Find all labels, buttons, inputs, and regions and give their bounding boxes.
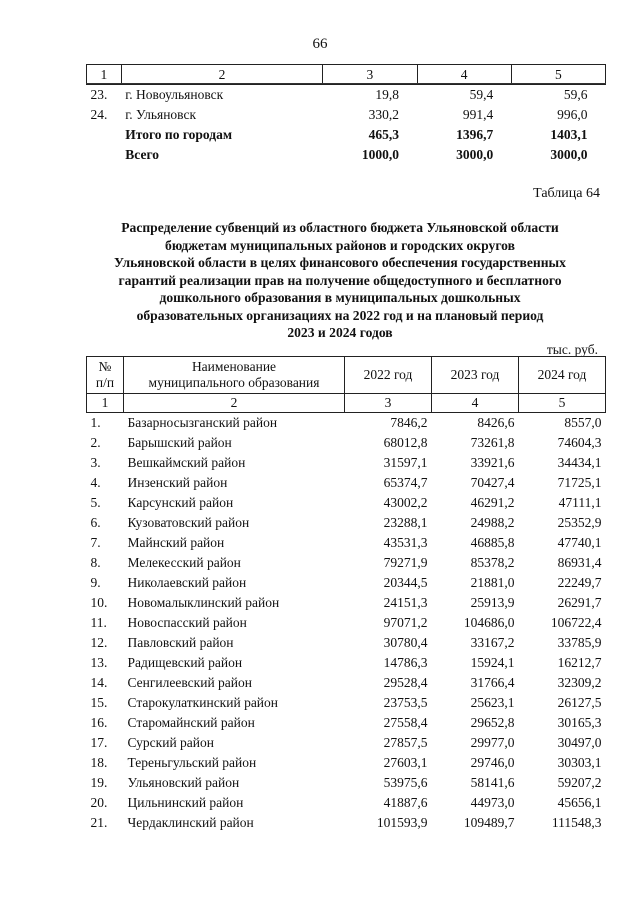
value-2022: 27603,1 (383, 755, 428, 770)
municipality-name: г. Ульяновск (125, 107, 197, 122)
title-line: образовательных организациях на 2022 год и на плановый период (136, 307, 544, 323)
table-caption: Таблица 64 (533, 186, 600, 201)
row-number: 10. (90, 595, 108, 610)
row-number: 7. (90, 535, 101, 550)
table-row (87, 85, 606, 106)
value-2023: 33921,6 (470, 455, 515, 470)
column-number: 3 (345, 394, 432, 413)
municipality-name: Новомалыклинский район (127, 595, 280, 610)
column-number: 2 (121, 65, 322, 85)
value-2023: 58141,6 (470, 775, 515, 790)
value-2022: 23753,5 (383, 695, 428, 710)
header-underline (86, 83, 606, 84)
value-2023: 85378,2 (470, 555, 515, 570)
municipality-name: Ульяновский район (127, 775, 240, 790)
column-number: 2 (124, 394, 345, 413)
column-number: 1 (87, 65, 122, 85)
value-2024: 32309,2 (557, 675, 602, 690)
title-line: Ульяновской области в целях финансового обеспечения государственных (114, 255, 566, 270)
municipality-name: г. Новоульяновск (125, 87, 224, 102)
row-number: 23. (90, 87, 108, 102)
municipality-name: Тереньгульский район (127, 755, 257, 770)
row-number: 12. (90, 635, 108, 650)
value-2023: 109489,7 (463, 815, 515, 830)
value-2023: 25623,1 (470, 695, 515, 710)
municipality-name: Радищевский район (127, 655, 243, 670)
header-2023: 2023 год (432, 357, 519, 394)
municipality-name: Карсунский район (127, 495, 234, 510)
value-2023: 73261,8 (470, 435, 515, 450)
header-2024: 2024 год (519, 357, 606, 394)
row-number: 2. (90, 435, 101, 450)
value-2024: 111548,3 (551, 815, 602, 830)
column-number: 1 (87, 394, 124, 413)
total-row (87, 145, 606, 165)
value-2023: 25913,9 (470, 595, 515, 610)
municipality-name: Цильнинский район (127, 795, 244, 810)
table-row (87, 433, 606, 453)
header-municipality-line: Наименование (191, 359, 277, 374)
header-municipality-line: муниципального образования (148, 375, 320, 390)
table-row (87, 613, 606, 633)
value-2023: 21881,0 (470, 575, 515, 590)
value-2024: 86931,4 (557, 555, 602, 570)
municipality-name: Вешкаймский район (127, 455, 246, 470)
municipality-name: Николаевский район (127, 575, 247, 590)
value-2024: 25352,9 (557, 515, 602, 530)
row-number: 14. (90, 675, 108, 690)
value-2022: 1000,0 (361, 147, 399, 162)
row-number: 21. (90, 815, 108, 830)
row-number: 9. (90, 575, 101, 590)
table-row (87, 473, 606, 493)
column-number: 4 (417, 65, 511, 85)
row-number: 3. (90, 455, 101, 470)
value-2022: 65374,7 (383, 475, 428, 490)
value-2022: 41887,6 (383, 795, 428, 810)
row-number: 24. (90, 107, 108, 122)
header-2022: 2022 год (345, 357, 432, 394)
page-number: 66 (312, 36, 328, 52)
value-2022: 53975,6 (383, 775, 428, 790)
municipality-name: Старокулаткинский район (127, 695, 279, 710)
municipality-name: Сенгилеевский район (127, 675, 252, 690)
row-number: 1. (90, 415, 101, 430)
table-row (87, 793, 606, 813)
value-2024: 22249,7 (557, 575, 602, 590)
row-number: 11. (90, 615, 107, 630)
table-row (87, 733, 606, 753)
header-municipality (124, 357, 345, 394)
table-row (87, 533, 606, 553)
value-2022: 68012,8 (383, 435, 428, 450)
table-row (87, 673, 606, 693)
table-row (87, 493, 606, 513)
table-row (87, 773, 606, 793)
value-2024: 26291,7 (557, 595, 602, 610)
value-2024: 30165,3 (557, 715, 602, 730)
column-number-row (87, 65, 606, 85)
value-2022: 97071,2 (383, 615, 428, 630)
value-2023: 29977,0 (470, 735, 515, 750)
table-row (87, 693, 606, 713)
municipality-name: Сурский район (127, 735, 214, 750)
value-2024: 8557,0 (564, 415, 602, 430)
column-number: 3 (323, 65, 417, 85)
continued-table (86, 64, 606, 165)
value-2023: 29652,8 (470, 715, 515, 730)
value-2022: 79271,9 (383, 555, 428, 570)
row-number: 19. (90, 775, 108, 790)
value-2022: 24151,3 (383, 595, 428, 610)
table-row (87, 593, 606, 613)
row-number: 20. (90, 795, 108, 810)
header-number-line: № (98, 359, 112, 374)
value-2022: 29528,4 (383, 675, 428, 690)
row-number (87, 125, 122, 145)
value-2023: 59,4 (469, 87, 494, 102)
total-row (87, 125, 606, 145)
subvention-table (86, 356, 606, 833)
header-number-line: п/п (95, 375, 115, 390)
value-2022: 30780,4 (383, 635, 428, 650)
value-2022: 20344,5 (383, 575, 428, 590)
table-row (87, 713, 606, 733)
municipality-name: Базарносызганский район (127, 415, 278, 430)
row-number: 15. (90, 695, 108, 710)
title-line: 2023 и 2024 годов (287, 325, 393, 340)
value-2023: 31766,4 (470, 675, 515, 690)
column-number: 5 (511, 65, 605, 85)
row-number: 13. (90, 655, 108, 670)
municipality-name: Кузоватовский район (127, 515, 250, 530)
row-number: 6. (90, 515, 101, 530)
table-title (80, 219, 600, 342)
column-number: 5 (519, 394, 606, 413)
municipality-name: Чердаклинский район (127, 815, 254, 830)
value-2023: 991,4 (462, 107, 494, 122)
title-line: дошкольного образования в муниципальных дошкольных (159, 290, 521, 305)
value-2022: 31597,1 (383, 455, 428, 470)
row-number: 18. (90, 755, 108, 770)
table-row (87, 813, 606, 833)
value-2023: 104686,0 (463, 615, 515, 630)
municipality-name: Новоспасский район (127, 615, 247, 630)
value-2024: 45656,1 (557, 795, 602, 810)
row-number: 16. (90, 715, 108, 730)
municipality-name: Мелекесский район (127, 555, 241, 570)
value-2023: 1396,7 (456, 127, 494, 142)
value-2023: 8426,6 (477, 415, 515, 430)
value-2022: 14786,3 (383, 655, 428, 670)
unit-label: тыс. руб. (546, 342, 598, 357)
value-2022: 43002,2 (383, 495, 428, 510)
table-row (87, 553, 606, 573)
value-2024: 3000,0 (550, 147, 588, 162)
header-row (87, 357, 606, 394)
value-2022: 330,2 (368, 107, 399, 122)
value-2024: 106722,4 (550, 615, 602, 630)
value-2024: 26127,5 (557, 695, 602, 710)
table-row (87, 573, 606, 593)
value-2024: 996,0 (557, 107, 588, 122)
value-2024: 47740,1 (557, 535, 602, 550)
value-2022: 7846,2 (390, 415, 428, 430)
value-2024: 74604,3 (557, 435, 602, 450)
municipality-name: Барышский район (127, 435, 232, 450)
row-number: 8. (90, 555, 101, 570)
value-2023: 44973,0 (470, 795, 515, 810)
value-2024: 30303,1 (557, 755, 602, 770)
table-row (87, 413, 606, 434)
value-2022: 23288,1 (383, 515, 428, 530)
value-2023: 70427,4 (470, 475, 515, 490)
row-number: 17. (90, 735, 108, 750)
value-2023: 29746,0 (470, 755, 515, 770)
value-2024: 59,6 (563, 87, 588, 102)
municipality-name: Итого по городам (125, 127, 233, 142)
value-2024: 59207,2 (557, 775, 602, 790)
value-2022: 43531,3 (383, 535, 428, 550)
header-number (87, 357, 124, 394)
column-number: 4 (432, 394, 519, 413)
table-row (87, 453, 606, 473)
table-row (87, 513, 606, 533)
value-2024: 1403,1 (550, 127, 588, 142)
value-2024: 33785,9 (557, 635, 602, 650)
row-number: 4. (90, 475, 101, 490)
value-2023: 33167,2 (470, 635, 515, 650)
value-2022: 465,3 (368, 127, 399, 142)
value-2023: 46885,8 (470, 535, 515, 550)
municipality-name: Павловский район (127, 635, 234, 650)
table-row (87, 753, 606, 773)
column-number-row (87, 394, 606, 413)
value-2024: 34434,1 (557, 455, 602, 470)
table-row (87, 653, 606, 673)
value-2022: 27558,4 (383, 715, 428, 730)
title-line: Распределение субвенций из областного бюджета Ульяновской области (121, 220, 559, 235)
value-2023: 3000,0 (456, 147, 494, 162)
table-row (87, 105, 606, 125)
value-2024: 71725,1 (557, 475, 602, 490)
value-2022: 27857,5 (383, 735, 428, 750)
municipality-name: Инзенский район (127, 475, 228, 490)
value-2023: 24988,2 (470, 515, 515, 530)
title-line: бюджетам муниципальных районов и городских округов (165, 237, 515, 253)
municipality-name: Старомайнский район (127, 715, 255, 730)
value-2023: 46291,2 (470, 495, 515, 510)
value-2022: 101593,9 (376, 815, 428, 830)
table-row (87, 633, 606, 653)
value-2023: 15924,1 (470, 655, 515, 670)
title-line: гарантий реализации прав на получение общедоступного и бесплатного (118, 272, 562, 288)
value-2024: 47111,1 (558, 495, 602, 510)
municipality-name: Майнский район (127, 535, 225, 550)
municipality-name: Всего (125, 147, 159, 162)
value-2022: 19,8 (375, 87, 399, 102)
row-number (87, 145, 122, 165)
value-2024: 16212,7 (557, 655, 602, 670)
value-2024: 30497,0 (557, 735, 602, 750)
row-number: 5. (90, 495, 101, 510)
